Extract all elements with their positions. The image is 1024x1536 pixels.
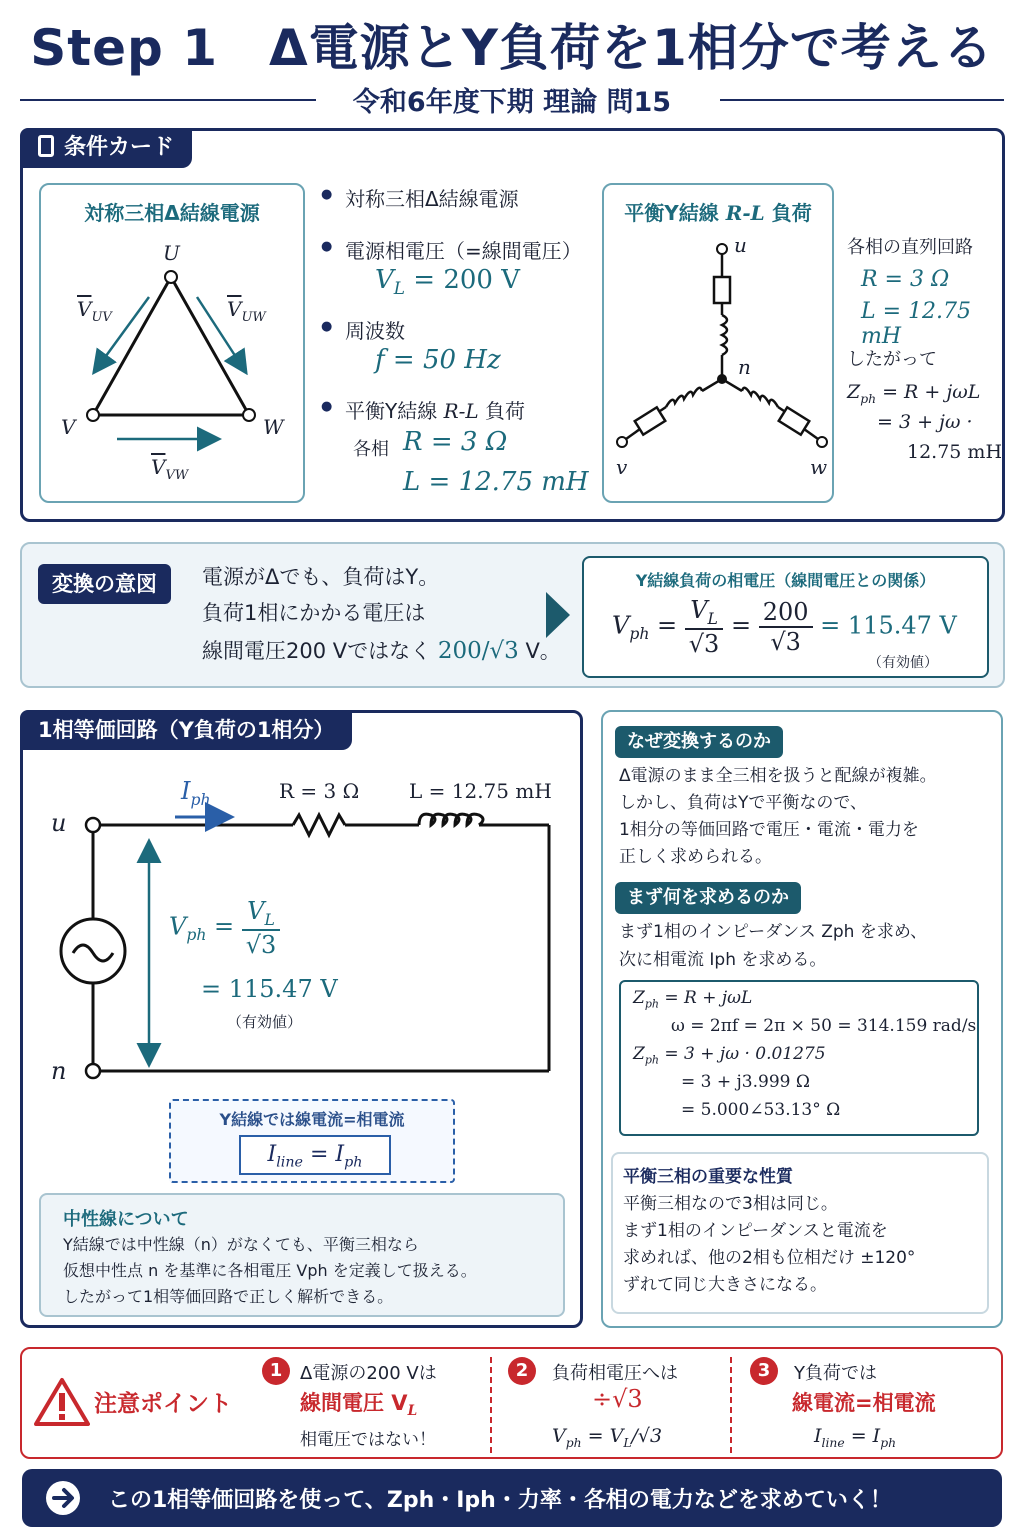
terminal-u-label: u xyxy=(51,809,67,837)
why-label: なぜ変換するのか xyxy=(615,726,783,758)
neutral-line3: したがって1相等価回路で正しく解析できる。 xyxy=(63,1287,394,1306)
inductor-symbol xyxy=(419,814,483,825)
series-r: R = 3 Ω xyxy=(861,267,950,292)
node-v xyxy=(87,409,99,421)
caution-number-1: 1 xyxy=(262,1357,290,1385)
vector-uw-label: $\overline{V}_{UW}$ xyxy=(227,297,266,325)
caution3-line1: Y負荷では xyxy=(794,1363,877,1384)
series-z-line3: 12.75 mH xyxy=(907,441,1003,463)
condition-tab xyxy=(20,128,192,168)
property-line2: まず1相のインピーダンスと電流を xyxy=(623,1221,888,1241)
vph-note: （有効値） xyxy=(227,1013,303,1031)
node-w xyxy=(243,409,255,421)
vector-vw-label: $\overline{V}_{VW}$ xyxy=(151,455,189,483)
vph-value: = 115.47 V xyxy=(201,975,338,1003)
warning-icon xyxy=(34,1377,90,1427)
load-title: 平衡Y結線 R-L 負荷 xyxy=(624,201,812,225)
node-w-label: W xyxy=(263,415,284,439)
load-r-value: R = 3 Ω xyxy=(403,427,508,457)
equivalent-tab: 1相等価回路（Y負荷の1相分） xyxy=(20,710,352,750)
property-title: 平衡三相の重要な性質 xyxy=(623,1167,793,1187)
resistor-u xyxy=(714,277,730,303)
line-current-equation: $I_{line} = I_{ph}$ xyxy=(239,1135,391,1175)
why-card xyxy=(601,710,1003,1328)
arrow-right-icon xyxy=(44,1479,82,1517)
property-line3: 求めれば、他の2相も位相だけ ±120° xyxy=(623,1248,916,1268)
source-title: 対称三相Δ結線電源 xyxy=(84,201,260,225)
caution-divider-2 xyxy=(730,1357,732,1453)
neutral-line2: 仮想中性点 n を基準に各相電圧 Vph を定義して扱える。 xyxy=(63,1261,477,1280)
series-z-line1: $Z_{ph} = R + j\omega L$ xyxy=(847,381,981,406)
calc-line2: ω = 2πf = 2π × 50 = 314.159 rad/s xyxy=(671,1016,977,1036)
bullet-phase-voltage: ● 電源相電圧（=線間電圧） xyxy=(345,235,582,264)
footer-text: この1相等価回路を使って、Zph・Iph・力率・各相の電力などを求めていく！ xyxy=(108,1488,892,1513)
calc-line3: $Z_{ph} = 3 + j\omega \cdot 0.01275$ xyxy=(633,1044,826,1067)
page-title: Step 1 Δ電源とY負荷を1相分で考える xyxy=(30,19,994,77)
bullet-load: ● 平衡Y結線 R-L 負荷 xyxy=(345,395,525,424)
terminal-n xyxy=(86,1064,100,1078)
caution3-line2: 線電流=相電流 xyxy=(792,1391,936,1415)
vph-formula-box xyxy=(582,556,989,678)
line-current-note xyxy=(169,1099,455,1183)
inductor-w xyxy=(742,388,778,407)
series-therefore: したがって xyxy=(847,349,937,370)
neutral-line1: Y結線では中性線（n）がなくても、平衡三相なら xyxy=(63,1235,419,1254)
load-node-u: u xyxy=(734,233,747,257)
caution-number-2: 2 xyxy=(508,1357,536,1385)
source-box xyxy=(39,183,305,503)
calc-line1: $Z_{ph} = R + j\omega L$ xyxy=(633,988,753,1011)
node-v-label: V xyxy=(61,415,76,439)
terminal-u xyxy=(86,818,100,832)
vph-formula-note: （有効値） xyxy=(868,655,938,671)
intent-label: 変換の意図 xyxy=(38,564,171,604)
series-heading: 各相の直列回路 xyxy=(847,237,973,258)
caution2-line1: 負荷相電圧へは xyxy=(552,1363,678,1384)
resistor-symbol xyxy=(293,815,345,835)
why-line2: しかし、負荷はYで平衡なので、 xyxy=(619,793,868,813)
condition-card xyxy=(20,128,1005,522)
vph-formula: $V_{ph}$ = $\frac{V_L}{√3}$ = $\frac{200}{√3}$ = 115.47 V xyxy=(612,596,957,658)
intent-line2: 負荷1相にかかる電圧は xyxy=(202,601,426,625)
property-line4: ずれて同じ大きさになる。 xyxy=(623,1275,827,1295)
equivalent-circuit xyxy=(23,713,586,1133)
caution2-line3: $V_{ph} = V_L/√3$ xyxy=(552,1425,663,1450)
neutral-box xyxy=(39,1193,565,1317)
caution-label: 注意ポイント xyxy=(94,1391,232,1417)
condition-tab-label: 条件カード xyxy=(64,135,175,160)
series-l: L = 12.75 mH xyxy=(861,299,972,349)
bullet-source-type: ● 対称三相Δ結線電源 xyxy=(345,183,519,212)
intent-line1: 電源がΔでも、負荷はY。 xyxy=(202,565,440,589)
inductor-label: L = 12.75 mH xyxy=(409,779,552,803)
property-box xyxy=(611,1152,989,1314)
why-line4: 正しく求められる。 xyxy=(619,847,772,867)
caution1-line2: 線間電圧 $V_L$ xyxy=(300,1391,418,1420)
load-box xyxy=(602,183,834,503)
caution1-line3: 相電圧ではない！ xyxy=(300,1430,436,1450)
first-line1: まず1相のインピーダンス Zph を求め、 xyxy=(619,922,928,942)
subtitle-row xyxy=(20,80,1004,120)
first-line2: 次に相電流 Iph を求める。 xyxy=(619,950,827,970)
line-current-title: Y結線では線電流=相電流 xyxy=(219,1110,405,1129)
vph-formula-title: Y結線負荷の相電圧（線間電圧との関係） xyxy=(635,571,936,590)
inductor-v xyxy=(666,388,702,407)
caution-divider-1 xyxy=(490,1357,492,1453)
series-z-line2: = 3 + jω · xyxy=(877,411,973,433)
load-l-value: L = 12.75 mH xyxy=(403,467,589,497)
subtitle: 令和6年度下期 理論 問15 xyxy=(352,87,672,118)
caution-number-3: 3 xyxy=(750,1357,778,1385)
why-line1: Δ電源のまま全三相を扱うと配線が複雑。 xyxy=(619,766,937,786)
clipboard-icon xyxy=(38,135,54,157)
calc-line4: = 3 + j3.999 Ω xyxy=(681,1072,810,1092)
intent-line3: 線間電圧200 Vではなく 200/√3 V。 xyxy=(202,638,561,664)
impedance-calc-box xyxy=(619,980,979,1136)
current-label: $I_{ph}$ xyxy=(181,777,211,809)
calc-line5: = 5.000∠53.13° Ω xyxy=(681,1100,841,1120)
caution2-line2: ÷√3 xyxy=(592,1385,643,1413)
caution1-line1: Δ電源の200 Vは xyxy=(300,1363,437,1384)
load-node-n: n xyxy=(738,355,751,379)
caution-bar xyxy=(20,1347,1003,1459)
each-phase-label: 各相 xyxy=(353,439,389,460)
load-node-v: v xyxy=(616,455,628,479)
node-u-label: U xyxy=(163,241,180,265)
first-label: まず何を求めるのか xyxy=(615,882,801,914)
delta-triangle xyxy=(93,277,249,415)
phase-voltage-value: $V_L = 200$ V xyxy=(375,265,520,299)
vph-equation: $V_{ph}$ = $\frac{V_L}{√3}$ xyxy=(169,897,280,959)
load-node-w: w xyxy=(810,455,828,479)
resistor-label: R = 3 Ω xyxy=(279,779,360,803)
bullet-frequency: ● 周波数 xyxy=(345,315,405,344)
frequency-value: f = 50 Hz xyxy=(375,345,501,375)
vector-uv-label: $\overline{V}_{UV}$ xyxy=(77,297,112,325)
equivalent-card xyxy=(20,710,583,1328)
terminal-n-label: n xyxy=(51,1057,67,1085)
neutral-title: 中性線について xyxy=(63,1209,189,1230)
inductor-u xyxy=(722,315,727,355)
intent-arrow-icon xyxy=(544,590,574,640)
footer-bar xyxy=(22,1469,1002,1527)
y-load-diagram xyxy=(604,185,836,505)
intent-section xyxy=(20,542,1005,688)
why-line3: 1相分の等価回路で電圧・電流・電力を xyxy=(619,820,919,840)
caution3-line3: $I_{line} = I_{ph}$ xyxy=(814,1425,897,1450)
node-u xyxy=(165,271,177,283)
property-line1: 平衡三相なので3相は同じ。 xyxy=(623,1194,838,1214)
